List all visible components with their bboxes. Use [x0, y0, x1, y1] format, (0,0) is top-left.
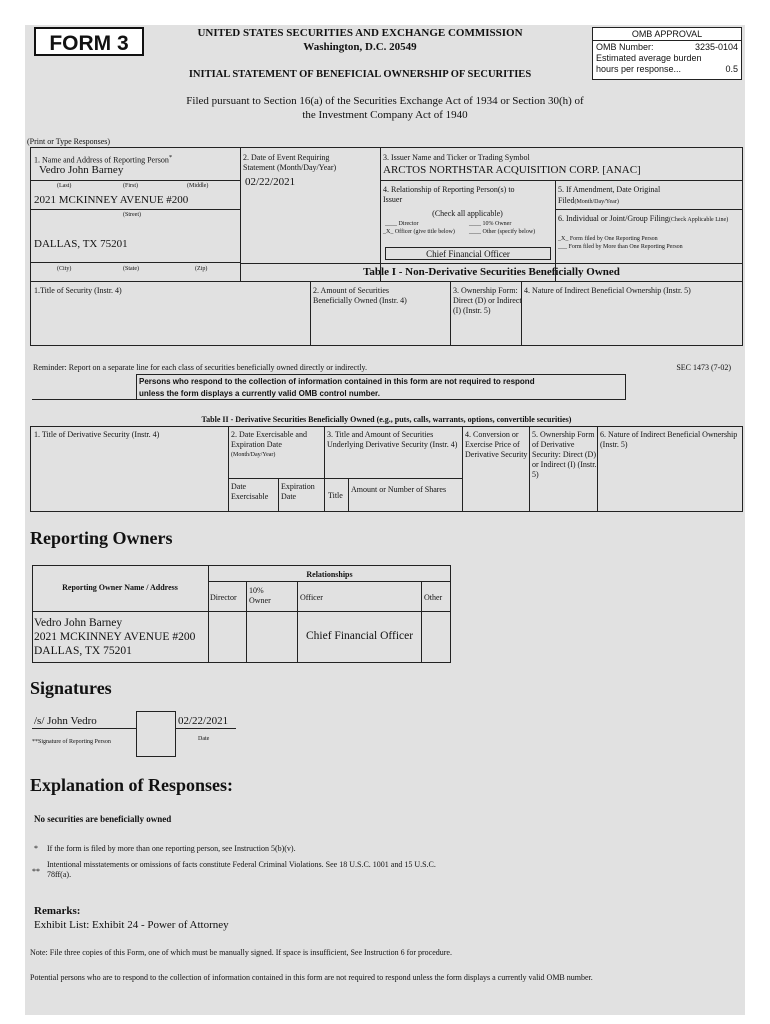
omb-title: OMB APPROVAL [593, 28, 741, 41]
first-label: (First) [123, 183, 138, 189]
copies-note: Note: File three copies of this Form, one of which must be manually signed. If space is insufficient, See Instruction 6 for procedure. [30, 948, 452, 957]
table2-expiration-date: Expiration Date [281, 482, 315, 501]
box1-label: 1. Name and Address of Reporting Person* [34, 154, 173, 165]
box6-label: 6. Individual or Joint/Group Filing(Check Applicable Line) [558, 214, 729, 223]
table2-date-exercisable: Date Exercisable [231, 482, 269, 501]
city-label: (City) [57, 266, 72, 272]
officer-title: Chief Financial Officer [385, 247, 551, 260]
owner-officer-title: Chief Financial Officer [306, 630, 414, 642]
ten-percent-header: 10% Owner [249, 586, 271, 605]
date-label: Date [198, 736, 210, 742]
officer-checkbox[interactable]: _X_ Officer (give title below) [383, 229, 455, 235]
table1-col3: 3. Ownership Form: Direct (D) or Indirect (I) (Instr. 5) [453, 286, 522, 315]
footnote-2: Intentional misstatements or omissions of facts constitute Federal Criminal Violations. See 18 U.S.C. 1001 and 15 U.S.C. 78ff(a). [47, 860, 436, 879]
footnote-1-mark: * [34, 844, 38, 853]
box2-label-line1: 2. Date of Event Requiring [243, 153, 330, 162]
reporting-person-street: 2021 MCKINNEY AVENUE #200 [34, 194, 189, 206]
table2-col6: 6. Nature of Indirect Beneficial Ownership (Instr. 5) [600, 430, 738, 449]
agency-address: Washington, D.C. 20549 [303, 41, 417, 53]
reporting-person-name: Vedro John Barney [39, 164, 124, 176]
agency-name: UNITED STATES SECURITIES AND EXCHANGE COMMISSION [197, 27, 523, 39]
other-checkbox[interactable]: ____ Other (specify below) [469, 229, 536, 235]
potential-persons-note: Potential persons who are to respond to the collection of information contained in this form are not required to respond unless the form displays a currently valid OMB number. [30, 973, 593, 982]
officer-header: Officer [300, 593, 323, 602]
statement-title: INITIAL STATEMENT OF BENEFICIAL OWNERSHIP OF SECURITIES [188, 69, 532, 80]
street-label: (Street) [123, 212, 141, 218]
signature-value: /s/ John Vedro [34, 715, 97, 727]
box5-label: 5. If Amendment, Date Original [558, 185, 661, 194]
omb-hours-value: 0.5 [725, 64, 738, 74]
signature-date: 02/22/2021 [178, 715, 229, 727]
reporting-owners-heading: Reporting Owners [30, 528, 173, 548]
table2-col1: 1. Title of Derivative Security (Instr. 4) [34, 430, 160, 439]
table1-col2: 2. Amount of Securities Beneficially Owned (Instr. 4) [313, 286, 407, 305]
omb-hours-label: hours per response... [596, 64, 682, 74]
signature-label: **Signature of Reporting Person [32, 739, 111, 745]
relationships-header: Relationships [306, 570, 353, 579]
table2-title-sub: Title [328, 491, 343, 500]
table2-title: Table II - Derivative Securities Beneficially Owned (e.g., puts, calls, warrants, options, convertible securities) [201, 415, 572, 424]
reporting-person-city: DALLAS, TX 75201 [34, 238, 128, 250]
director-header: Director [210, 593, 237, 602]
state-label: (State) [123, 266, 139, 272]
table2-col2-sub: (Month/Day/Year) [231, 452, 276, 458]
remarks-label: Remarks: [34, 905, 81, 917]
table2-col3: 3. Title and Amount of Securities Underlying Derivative Security (Instr. 4) [327, 430, 458, 449]
box2-label-line2: Statement (Month/Day/Year) [243, 163, 337, 172]
form-title: FORM 3 [34, 27, 144, 56]
ten-percent-owner-checkbox[interactable]: ____ 10% Owner [469, 221, 512, 227]
explanation-heading: Explanation of Responses: [30, 775, 234, 795]
last-label: (Last) [57, 183, 72, 189]
persons-notice: Persons who respond to the collection of information contained in this form are not required to respond unless the form displays a currently valid OMB control number. [136, 374, 626, 400]
one-reporting-person-option[interactable]: _X_ Form filed by One Reporting Person [558, 236, 658, 242]
reminder-text: Reminder: Report on a separate line for each class of securities beneficially owned directly or indirectly. [33, 363, 368, 372]
owner-address: Vedro John Barney 2021 MCKINNEY AVENUE #200 DALLAS, TX 75201 [34, 617, 196, 657]
table2-col2: 2. Date Exercisable and Expiration Date [231, 430, 307, 449]
middle-label: (Middle) [187, 183, 209, 189]
footnote-1: If the form is filed by more than one reporting person, see Instruction 5(b)(v). [47, 844, 296, 853]
table2-col4: 4. Conversion or Exercise Price of Derivative Security [465, 430, 528, 459]
omb-number-label: OMB Number: [596, 42, 654, 52]
form-page [25, 25, 745, 1015]
box3-label: 3. Issuer Name and Ticker or Trading Symbol [383, 153, 530, 162]
owner-name-header: Reporting Owner Name / Address [62, 583, 178, 592]
no-securities-note: No securities are beneficially owned [34, 814, 172, 824]
omb-number-value: 3235-0104 [694, 42, 738, 52]
event-date: 02/22/2021 [245, 176, 296, 188]
filed-pursuant-line2: the Investment Company Act of 1940 [302, 109, 468, 121]
sec-number: SEC 1473 (7-02) [676, 363, 731, 372]
box4-label-line1: 4. Relationship of Reporting Person(s) to [383, 185, 515, 194]
remarks-value: Exhibit List: Exhibit 24 - Power of Attorney [34, 919, 229, 931]
zip-label: (Zip) [195, 266, 208, 272]
omb-approval-box [592, 27, 742, 80]
table2-amount-shares: Amount or Number of Shares [351, 485, 447, 494]
box4-label-line2: Issuer [383, 195, 403, 204]
director-checkbox[interactable]: ____ Director [385, 221, 419, 227]
footnote-2-mark: ** [32, 867, 40, 876]
print-note: (Print or Type Responses) [27, 137, 111, 146]
omb-burden-label: Estimated average burden [596, 53, 702, 63]
filed-pursuant-line1: Filed pursuant to Section 16(a) of the Securities Exchange Act of 1934 or Section 30(h) of [186, 95, 584, 107]
more-reporting-persons-option[interactable]: ___ Form filed by More than One Reporting Person [558, 244, 683, 250]
issuer-name: ARCTOS NORTHSTAR ACQUISITION CORP. [ANAC] [383, 164, 641, 176]
amendment-filed: Filed(Month/Day/Year) [558, 196, 619, 205]
signatures-heading: Signatures [30, 678, 112, 698]
check-all-applicable: (Check all applicable) [432, 209, 503, 218]
table1-col1: 1.Title of Security (Instr. 4) [34, 286, 122, 295]
table1-col4: 4. Nature of Indirect Beneficial Ownership (Instr. 5) [524, 286, 691, 295]
other-header: Other [424, 593, 443, 602]
table2-col5: 5. Ownership Form of Derivative Security: Direct (D) or Indirect (I) (Instr. 5) [532, 430, 597, 479]
table1-title: Table I - Non-Derivative Securities Beneficially Owned [363, 266, 620, 278]
